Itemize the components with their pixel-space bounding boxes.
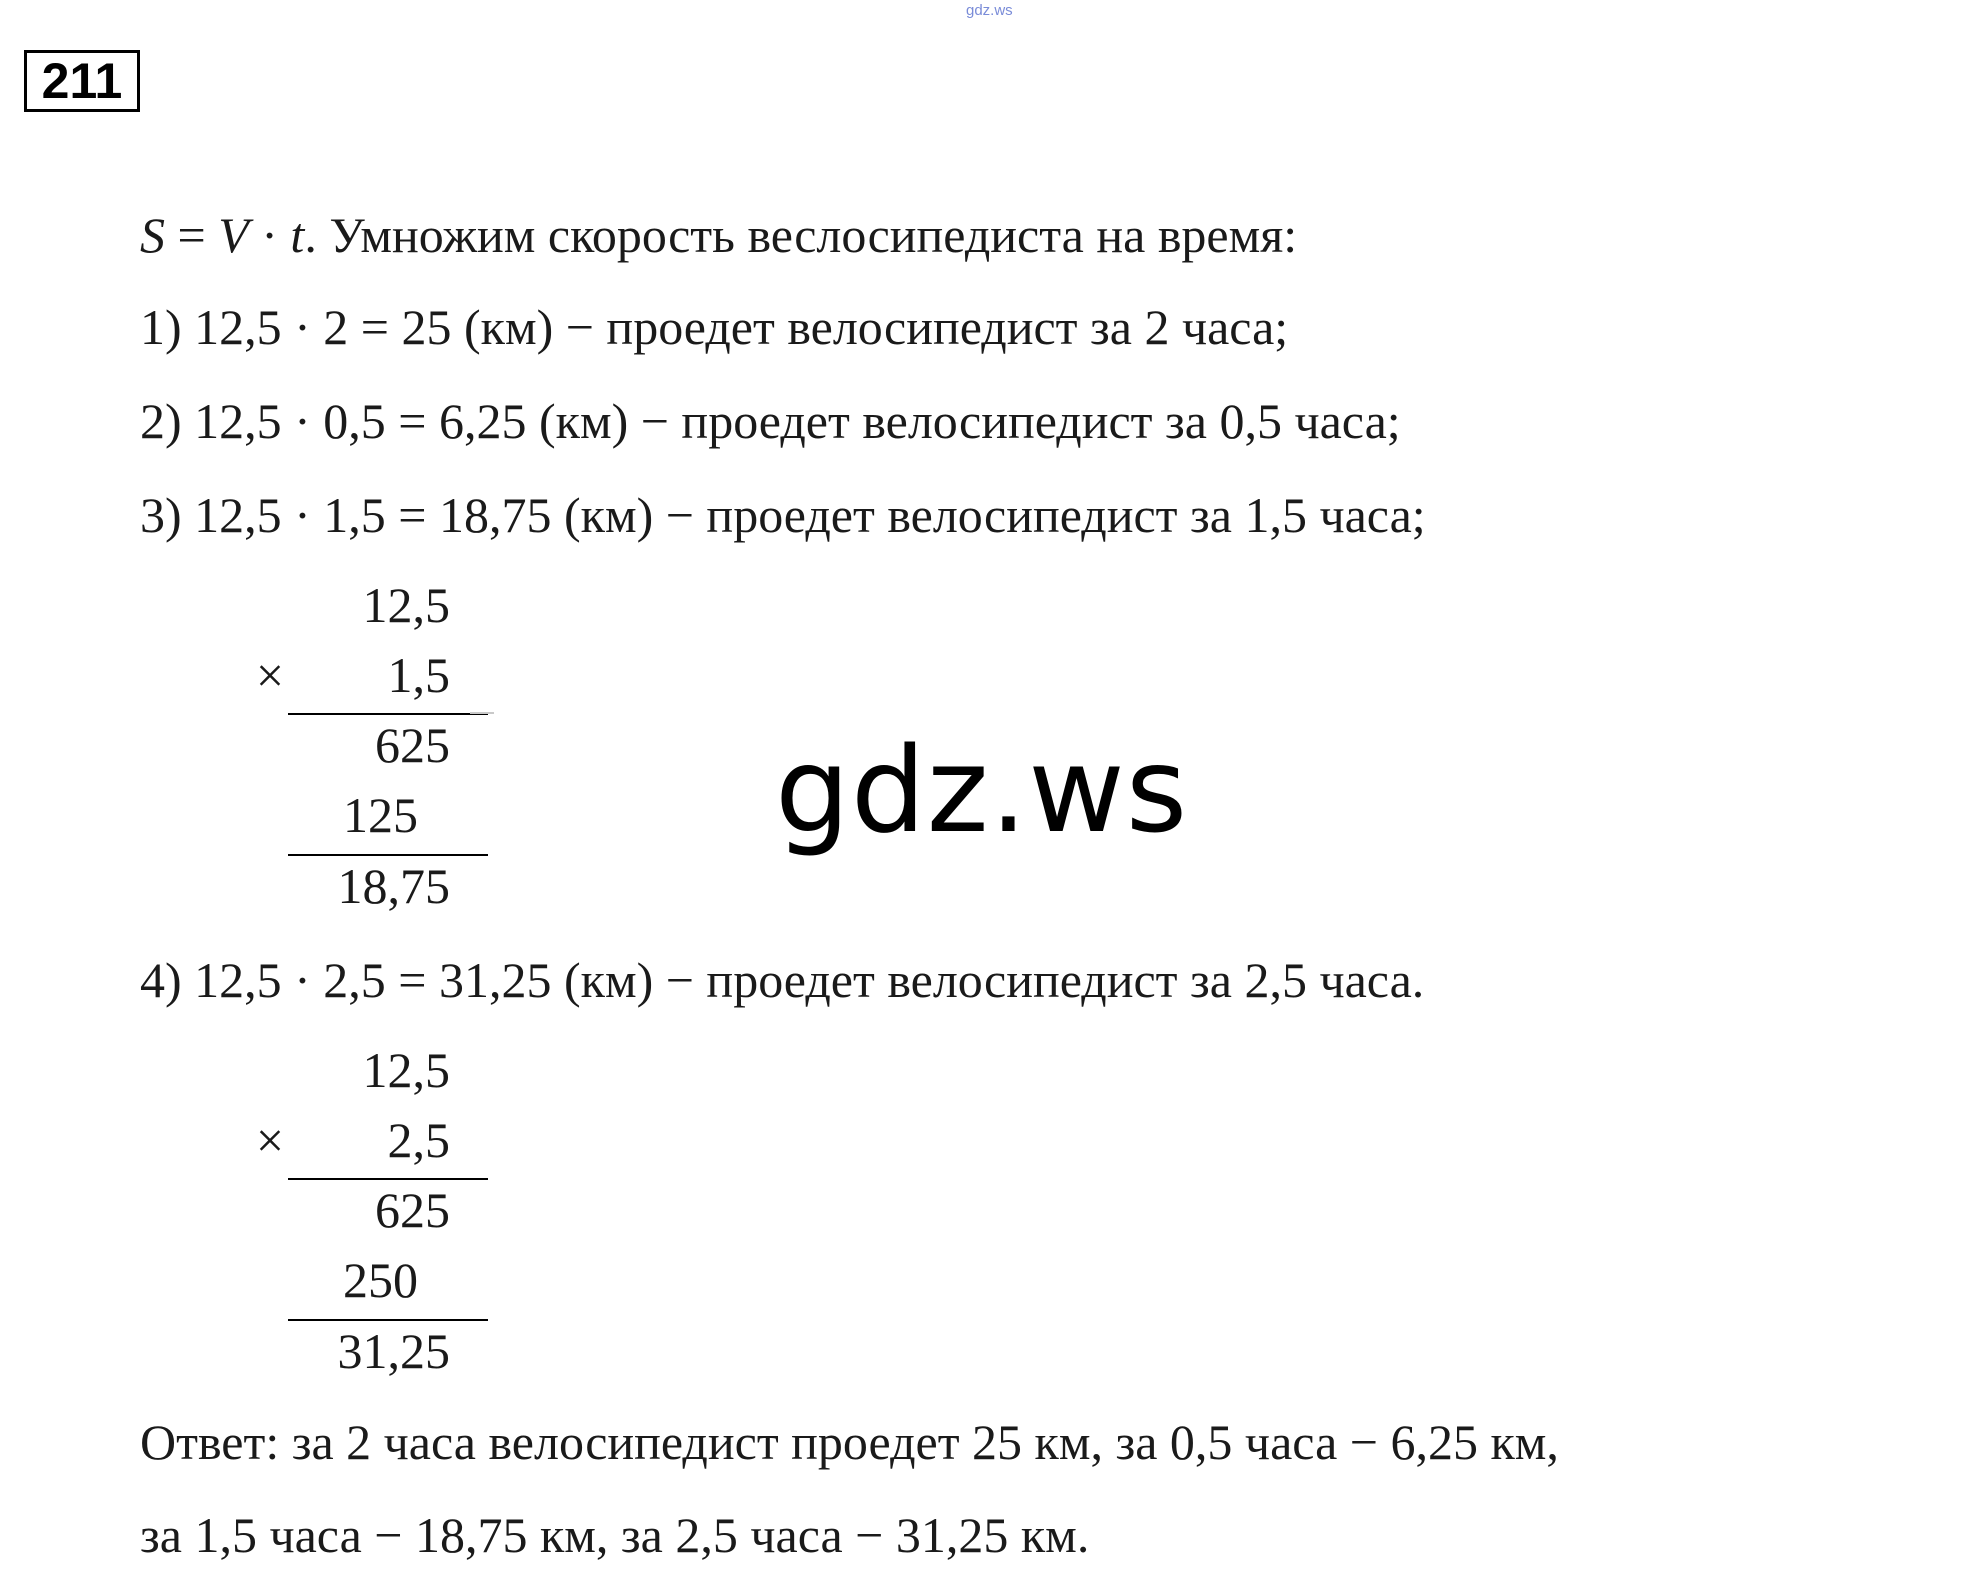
calc2-partial2: 250 (343, 1252, 418, 1308)
calc1-operand1: 12,5 (362, 577, 450, 633)
calc1-result: 18,75 (337, 858, 450, 914)
formula-v: V (218, 207, 249, 263)
answer-line-1: Ответ: за 2 часа велосипедист проедет 25 км, за 0,5 часа − 6,25 км, (140, 1414, 1559, 1470)
answer-line-2: за 1,5 часа − 18,75 км, за 2,5 часа − 31,25 км. (140, 1507, 1090, 1563)
faint-scan-mark (470, 712, 494, 714)
calc2-result: 31,25 (337, 1323, 450, 1379)
formula-t: t (290, 207, 305, 263)
center-watermark: gdz.ws (775, 721, 1189, 859)
calc2-times-sign: × (255, 1112, 285, 1168)
calc2-operand2: 2,5 (387, 1112, 450, 1168)
calc1-partial2: 125 (343, 787, 418, 843)
calc1-partial1: 625 (375, 717, 450, 773)
formula-s: S (140, 207, 165, 263)
calc2-partial1: 625 (375, 1182, 450, 1238)
formula-eq: = (165, 207, 219, 263)
step-2: 2) 12,5 · 0,5 = 6,25 (км) − проедет велосипедист за 0,5 часа; (140, 393, 1401, 449)
formula-line (140, 205, 1297, 265)
step-4: 4) 12,5 · 2,5 = 31,25 (км) − проедет велосипедист за 2,5 часа. (140, 952, 1425, 1008)
calc1-operand2: 1,5 (387, 647, 450, 703)
calc1-times-sign: × (255, 647, 285, 703)
column-multiplication-2 (250, 1040, 510, 1390)
top-watermark: gdz.ws (966, 2, 1013, 19)
step-1: 1) 12,5 · 2 = 25 (км) − проедет велосипедист за 2 часа; (140, 299, 1289, 355)
step-3: 3) 12,5 · 1,5 = 18,75 (км) − проедет велосипедист за 1,5 часа; (140, 487, 1426, 543)
formula-text: . Умножим скорость веслосипедиста на время: (304, 207, 1298, 263)
column-multiplication-1 (250, 575, 510, 925)
formula-dot: · (248, 207, 291, 263)
calc2-operand1: 12,5 (362, 1042, 450, 1098)
task-number-box: 211 (24, 50, 140, 112)
